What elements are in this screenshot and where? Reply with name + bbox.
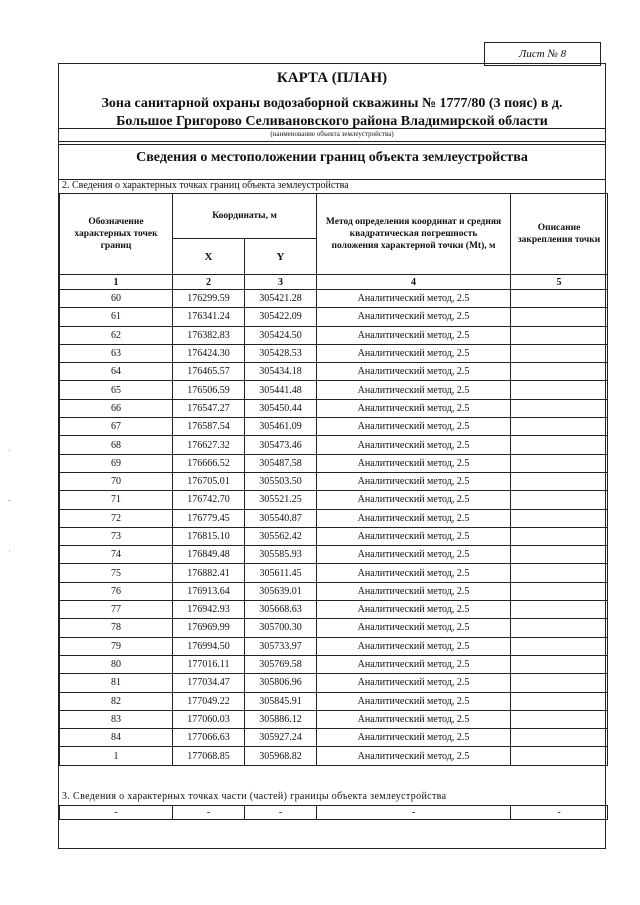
y-coordinate-cell: 305540.87 (245, 509, 317, 527)
table-row (60, 527, 608, 545)
point-cell: 69 (60, 454, 173, 472)
table-row (60, 418, 608, 436)
x-coordinate-cell: 176969.99 (173, 619, 245, 637)
column-numbers-row (60, 275, 608, 290)
y-coordinate-cell: 305434.18 (245, 363, 317, 381)
x-coordinate-cell: 176815.10 (173, 527, 245, 545)
x-coordinate-cell: 177066.63 (173, 729, 245, 747)
y-coordinate-cell: 305503.50 (245, 472, 317, 490)
table-row (60, 564, 608, 582)
y-coordinate-cell: 305769.58 (245, 655, 317, 673)
table-row (60, 491, 608, 509)
table-row (60, 308, 608, 326)
y-coordinate-cell: 305473.46 (245, 436, 317, 454)
method-cell: Аналитический метод, 2.5 (317, 491, 511, 509)
point-cell: 79 (60, 637, 173, 655)
table-row (60, 729, 608, 747)
margin-mark: ˙ (8, 549, 11, 558)
description-cell (511, 363, 608, 381)
header-coordinates: Координаты, м (173, 194, 317, 239)
method-cell: Аналитический метод, 2.5 (317, 710, 511, 728)
header-description: Описание закрепления точки (511, 194, 608, 275)
x-coordinate-cell: 176849.48 (173, 546, 245, 564)
part3-label: 3. Сведения о характерных точках части (частей) границы объекта землеустройства (62, 791, 447, 802)
point-cell: 61 (60, 308, 173, 326)
description-cell (511, 308, 608, 326)
description-cell (511, 747, 608, 765)
description-cell (511, 418, 608, 436)
y-coordinate-cell: 305521.25 (245, 491, 317, 509)
x-coordinate-cell: 176779.45 (173, 509, 245, 527)
method-cell: Аналитический метод, 2.5 (317, 308, 511, 326)
table-row (60, 546, 608, 564)
y-coordinate-cell: 305585.93 (245, 546, 317, 564)
header-x: X (173, 239, 245, 275)
x-coordinate-cell: 176705.01 (173, 472, 245, 490)
method-cell: Аналитический метод, 2.5 (317, 582, 511, 600)
method-cell: Аналитический метод, 2.5 (317, 381, 511, 399)
method-cell: Аналитический метод, 2.5 (317, 418, 511, 436)
x-coordinate-cell: 176382.83 (173, 326, 245, 344)
header-y: Y (245, 239, 317, 275)
description-cell (511, 399, 608, 417)
y-coordinate-cell: 305424.50 (245, 326, 317, 344)
y-coordinate-cell: 305422.09 (245, 308, 317, 326)
x-coordinate-cell: 176465.57 (173, 363, 245, 381)
x-coordinate-cell: 177060.03 (173, 710, 245, 728)
description-cell (511, 692, 608, 710)
method-cell: Аналитический метод, 2.5 (317, 674, 511, 692)
point-cell: 71 (60, 491, 173, 509)
method-cell: Аналитический метод, 2.5 (317, 729, 511, 747)
point-cell: 82 (60, 692, 173, 710)
table-row (60, 655, 608, 673)
x-coordinate-cell: 176424.30 (173, 344, 245, 362)
table-row (60, 710, 608, 728)
table-row (60, 509, 608, 527)
section-title: Сведения о местоположении границ объекта землеустройства (136, 150, 528, 165)
method-cell: Аналитический метод, 2.5 (317, 344, 511, 362)
header-method: Метод определения координат и средняя квадратическая погрешность положения характерной точки (Mt), м (317, 194, 511, 275)
y-coordinate-cell: 305611.45 (245, 564, 317, 582)
method-cell: Аналитический метод, 2.5 (317, 637, 511, 655)
y-coordinate-cell: 305450.44 (245, 399, 317, 417)
point-cell: 63 (60, 344, 173, 362)
table-row (60, 472, 608, 490)
column-number: 3 (245, 275, 317, 290)
y-coordinate-cell: 305806.96 (245, 674, 317, 692)
part3-cell: - (173, 806, 245, 820)
point-cell: 60 (60, 290, 173, 308)
point-cell: 70 (60, 472, 173, 490)
x-coordinate-cell: 177016.11 (173, 655, 245, 673)
description-cell (511, 472, 608, 490)
part3-cell: - (511, 806, 608, 820)
part3-cell: - (317, 806, 511, 820)
description-cell (511, 527, 608, 545)
description-cell (511, 509, 608, 527)
y-coordinate-cell: 305487.58 (245, 454, 317, 472)
divider (59, 128, 605, 129)
description-cell (511, 491, 608, 509)
x-coordinate-cell: 176942.93 (173, 601, 245, 619)
method-cell: Аналитический метод, 2.5 (317, 692, 511, 710)
table-row (60, 601, 608, 619)
point-cell: 67 (60, 418, 173, 436)
y-coordinate-cell: 305733.97 (245, 637, 317, 655)
point-cell: 62 (60, 326, 173, 344)
y-coordinate-cell: 305886.12 (245, 710, 317, 728)
point-cell: 66 (60, 399, 173, 417)
x-coordinate-cell: 176506.59 (173, 381, 245, 399)
table-row (60, 363, 608, 381)
margin-mark: ˉ (8, 498, 11, 507)
method-cell: Аналитический метод, 2.5 (317, 601, 511, 619)
point-cell: 1 (60, 747, 173, 765)
point-cell: 80 (60, 655, 173, 673)
description-cell (511, 601, 608, 619)
y-coordinate-cell: 305700.30 (245, 619, 317, 637)
method-cell: Аналитический метод, 2.5 (317, 747, 511, 765)
y-coordinate-cell: 305845.91 (245, 692, 317, 710)
method-cell: Аналитический метод, 2.5 (317, 399, 511, 417)
column-number: 1 (60, 275, 173, 290)
method-cell: Аналитический метод, 2.5 (317, 326, 511, 344)
y-coordinate-cell: 305562.42 (245, 527, 317, 545)
description-cell (511, 582, 608, 600)
method-cell: Аналитический метод, 2.5 (317, 546, 511, 564)
description-cell (511, 729, 608, 747)
x-coordinate-cell: 176547.27 (173, 399, 245, 417)
column-number: 4 (317, 275, 511, 290)
document-title: КАРТА (ПЛАН) (276, 70, 388, 86)
method-cell: Аналитический метод, 2.5 (317, 436, 511, 454)
part3-cell: - (245, 806, 317, 820)
method-cell: Аналитический метод, 2.5 (317, 472, 511, 490)
x-coordinate-cell: 177049.22 (173, 692, 245, 710)
description-cell (511, 710, 608, 728)
y-coordinate-cell: 305441.48 (245, 381, 317, 399)
point-cell: 65 (60, 381, 173, 399)
y-coordinate-cell: 305927.24 (245, 729, 317, 747)
table-row (60, 582, 608, 600)
description-cell (511, 546, 608, 564)
x-coordinate-cell: 176587.54 (173, 418, 245, 436)
description-cell (511, 290, 608, 308)
column-number: 5 (511, 275, 608, 290)
x-coordinate-cell: 177034.47 (173, 674, 245, 692)
point-cell: 74 (60, 546, 173, 564)
x-coordinate-cell: 177068.85 (173, 747, 245, 765)
x-coordinate-cell: 176666.52 (173, 454, 245, 472)
method-cell: Аналитический метод, 2.5 (317, 619, 511, 637)
y-coordinate-cell: 305668.63 (245, 601, 317, 619)
description-cell (511, 674, 608, 692)
point-cell: 75 (60, 564, 173, 582)
method-cell: Аналитический метод, 2.5 (317, 655, 511, 673)
point-cell: 64 (60, 363, 173, 381)
table-row (60, 436, 608, 454)
description-cell (511, 619, 608, 637)
table-row (60, 290, 608, 308)
method-cell: Аналитический метод, 2.5 (317, 509, 511, 527)
table-row (60, 326, 608, 344)
table-row (60, 637, 608, 655)
point-cell: 68 (60, 436, 173, 454)
x-coordinate-cell: 176627.32 (173, 436, 245, 454)
description-cell (511, 344, 608, 362)
subtitle-line-1: Зона санитарной охраны водозаборной скважины № 1777/80 (3 пояс) в д. (101, 96, 563, 111)
points-table (59, 193, 608, 766)
method-cell: Аналитический метод, 2.5 (317, 527, 511, 545)
table-row (60, 454, 608, 472)
point-cell: 78 (60, 619, 173, 637)
point-cell: 72 (60, 509, 173, 527)
x-coordinate-cell: 176341.24 (173, 308, 245, 326)
x-coordinate-cell: 176913.64 (173, 582, 245, 600)
y-coordinate-cell: 305461.09 (245, 418, 317, 436)
part3-cell: - (60, 806, 173, 820)
subtitle-line-2: Большое Григорово Селивановского района Владимирской области (116, 114, 548, 129)
description-cell (511, 454, 608, 472)
point-cell: 77 (60, 601, 173, 619)
y-coordinate-cell: 305421.28 (245, 290, 317, 308)
column-number: 2 (173, 275, 245, 290)
table-row (60, 674, 608, 692)
map-plan-frame (58, 63, 606, 849)
point-cell: 83 (60, 710, 173, 728)
sheet-number: Лист № 8 (484, 42, 601, 66)
point-cell: 84 (60, 729, 173, 747)
description-cell (511, 436, 608, 454)
point-cell: 73 (60, 527, 173, 545)
y-coordinate-cell: 305639.01 (245, 582, 317, 600)
part3-table (59, 805, 608, 820)
object-name-note: (наименование объекта землеустройства) (270, 130, 394, 138)
document-subtitle (59, 95, 605, 131)
table-row (60, 399, 608, 417)
description-cell (511, 655, 608, 673)
header-point: Обозначение характерных точек границ (60, 194, 173, 275)
x-coordinate-cell: 176994.50 (173, 637, 245, 655)
method-cell: Аналитический метод, 2.5 (317, 564, 511, 582)
description-cell (511, 381, 608, 399)
y-coordinate-cell: 305968.82 (245, 747, 317, 765)
x-coordinate-cell: 176882.41 (173, 564, 245, 582)
part2-label: 2. Сведения о характерных точках границ объекта землеустройства (62, 180, 349, 191)
margin-mark: ˙ (8, 448, 11, 457)
description-cell (511, 637, 608, 655)
table-row (60, 747, 608, 765)
divider (59, 144, 605, 145)
divider (59, 141, 605, 142)
x-coordinate-cell: 176299.59 (173, 290, 245, 308)
table-row (60, 344, 608, 362)
description-cell (511, 564, 608, 582)
x-coordinate-cell: 176742.70 (173, 491, 245, 509)
table-row (60, 381, 608, 399)
point-cell: 76 (60, 582, 173, 600)
y-coordinate-cell: 305428.53 (245, 344, 317, 362)
description-cell (511, 326, 608, 344)
method-cell: Аналитический метод, 2.5 (317, 290, 511, 308)
method-cell: Аналитический метод, 2.5 (317, 454, 511, 472)
method-cell: Аналитический метод, 2.5 (317, 363, 511, 381)
table-row (60, 619, 608, 637)
table-row (60, 692, 608, 710)
point-cell: 81 (60, 674, 173, 692)
